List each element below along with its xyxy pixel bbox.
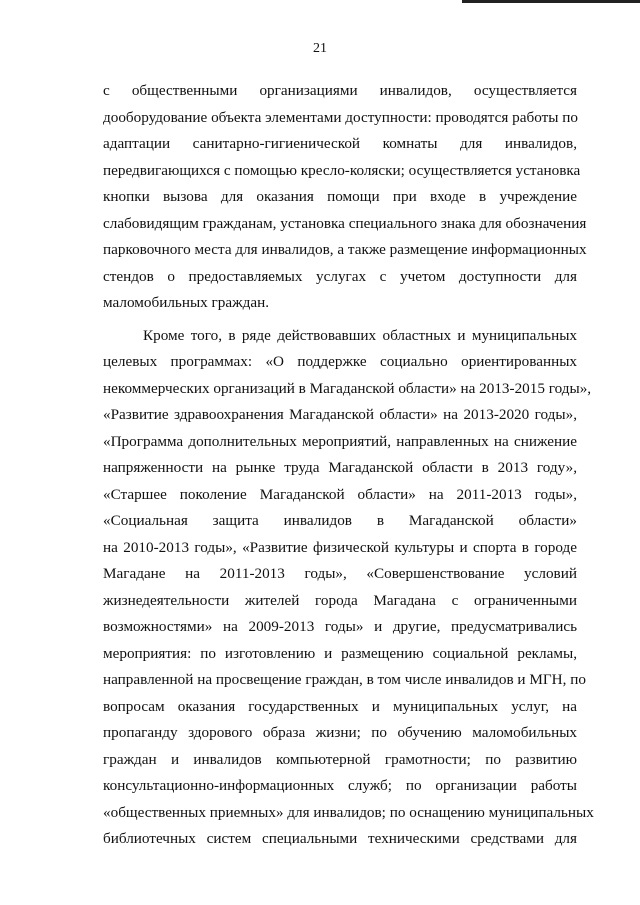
text-line: «общественных приемных» для инвалидов; по оснащению муниципальных xyxy=(103,803,594,821)
paragraph-2 xyxy=(103,323,594,853)
text-line: библиотечных систем специальными техническими средствами для xyxy=(103,830,577,847)
text-line: «Развитие здравоохранения Магаданской области» на 2013-2020 годы», xyxy=(103,406,577,423)
page-number: 21 xyxy=(313,41,327,56)
text-line: адаптации санитарно-гигиенической комнаты для инвалидов, xyxy=(103,135,577,152)
text-line: парковочного места для инвалидов, а также размещение информационных xyxy=(103,241,587,258)
text-line: направленной на просвещение граждан, в том числе инвалидов и МГН, по xyxy=(103,671,586,688)
text-line: с общественными организациями инвалидов, осуществляется xyxy=(103,82,577,99)
paragraph-1 xyxy=(103,78,587,317)
text-line: «Социальная защита инвалидов в Магаданской области» xyxy=(103,512,577,529)
text-line: пропаганду здорового образа жизни; по обучению маломобильных xyxy=(103,724,577,741)
text-line: мероприятия: по изготовлению и размещению социальной рекламы, xyxy=(103,644,577,662)
text-line: жизнедеятельности жителей города Магадана с ограниченными xyxy=(103,591,577,609)
text-line: вопросам оказания государственных и муниципальных услуг, на xyxy=(103,697,577,715)
text-line: стендов о предоставляемых услугах с учетом доступности для xyxy=(103,267,577,285)
text-line: «Программа дополнительных мероприятий, направленных на снижение xyxy=(103,432,577,450)
text-line: возможностями» на 2009-2013 годы» и другие, предусматривались xyxy=(103,618,577,635)
text-line: маломобильных граждан. xyxy=(103,294,270,311)
text-line: некоммерческих организаций в Магаданской области» на 2013-2015 годы», xyxy=(103,379,592,397)
text-line: Кроме того, в ряде действовавших областных и муниципальных xyxy=(143,326,577,344)
text-line: дооборудование объекта элементами доступности: проводятся работы по xyxy=(103,108,578,126)
text-line: Магадане на 2011-2013 годы», «Совершенствование условий xyxy=(103,565,577,582)
text-line: передвигающихся с помощью кресло-коляски; осуществляется установка xyxy=(103,161,581,179)
top-edge-line xyxy=(462,0,640,3)
text-line: напряженности на рынке труда Магаданской области в 2013 году», xyxy=(103,459,577,476)
text-line: слабовидящим гражданам, установка специального знака для обозначения xyxy=(103,214,587,232)
body-text xyxy=(103,78,594,853)
text-line: граждан и инвалидов компьютерной грамотности; по развитию xyxy=(103,750,577,768)
text-line: на 2010-2013 годы», «Развитие физической культуры и спорта в городе xyxy=(103,538,577,556)
text-line: «Старшее поколение Магаданской области» на 2011-2013 годы», xyxy=(103,485,577,503)
text-line: консультационно-информационных служб; по организации работы xyxy=(103,777,577,794)
text-line: кнопки вызова для оказания помощи при входе в учреждение xyxy=(103,188,577,205)
text-line: целевых программах: «О поддержке социально ориентированных xyxy=(103,353,577,370)
